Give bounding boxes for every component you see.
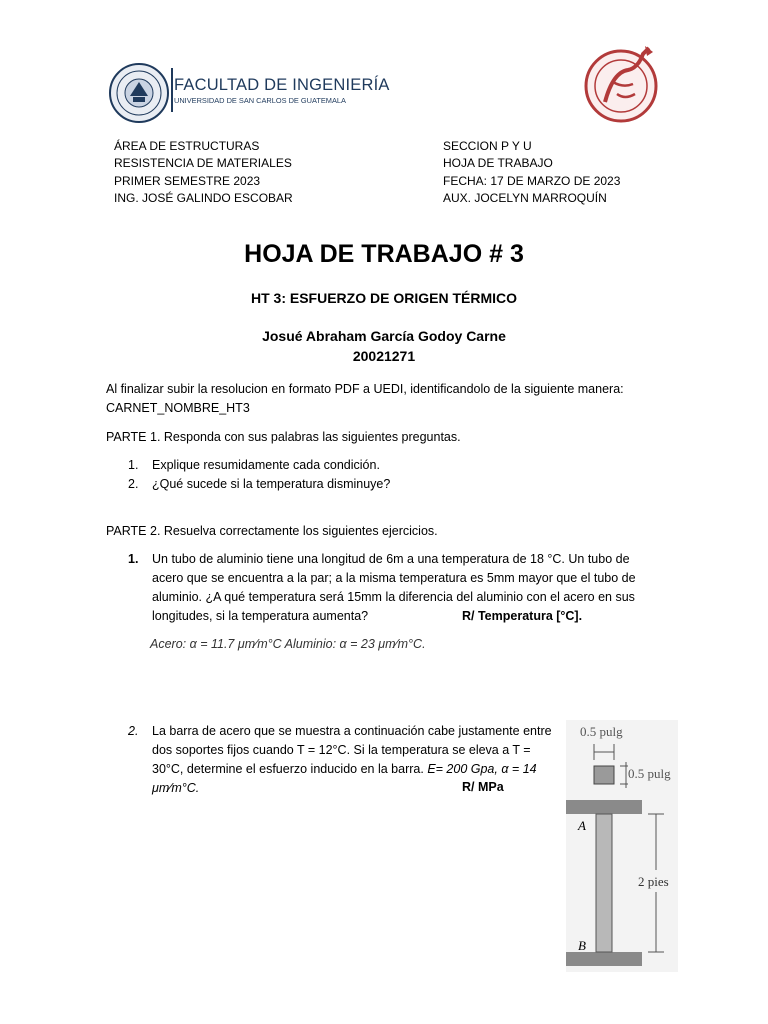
bar-figure (566, 720, 678, 972)
question-number: 2. (128, 477, 139, 491)
exercise-2-properties: E= 200 Gpa, α = 14 μm⁄m°C. (152, 762, 537, 795)
parte1-question-list (128, 456, 390, 494)
exercise-number: 1. (128, 552, 139, 566)
figure-width-label: 0.5 pulg (580, 724, 623, 739)
parte1-heading: PARTE 1. Responda con sus palabras las siguientes preguntas. (106, 430, 461, 444)
exercise-2-text: La barra de acero que se muestra a continuación cabe justamente entre dos soportes fijos cuando T = 12°C. Si la temperatura se eleva a T = 30°C, determine el esfuerzo inducido en la barra. (152, 724, 552, 776)
course-label: RESISTENCIA DE MATERIALES (114, 156, 292, 171)
course-info-left (114, 138, 293, 207)
figure-length-label: 2 pies (638, 874, 669, 889)
steel-bar (596, 814, 612, 952)
author-carne: 20021271 (352, 348, 416, 364)
section-label: SECCION P Y U (443, 139, 532, 153)
faculty-name: FACULTAD DE INGENIERÍA (174, 76, 390, 94)
question-number: 1. (128, 458, 139, 472)
list-item (128, 475, 390, 494)
semester-label: PRIMER SEMESTRE 2023 (114, 173, 261, 188)
date-label: FECHA: 17 DE MARZO DE 2023 (443, 173, 621, 188)
area-label: ÁREA DE ESTRUCTURAS (114, 139, 260, 153)
engineering-seal-logo (583, 42, 663, 127)
bottom-support (566, 952, 642, 966)
question-text: Explique resumidamente cada condición. (152, 458, 380, 472)
author-block (0, 326, 768, 366)
doc-type-label: HOJA DE TRABAJO (443, 156, 553, 171)
figure-height-label: 0.5 pulg (628, 766, 671, 781)
top-support (566, 800, 642, 814)
question-text: ¿Qué sucede si la temperatura disminuye? (152, 477, 391, 491)
page-subtitle: HT 3: ESFUERZO DE ORIGEN TÉRMICO (250, 290, 517, 306)
header-divider (171, 68, 173, 112)
exercise-1-text: Un tubo de aluminio tiene una longitud de 6m a una temperatura de 18 °C. Un tubo de acero que se encuentra a la par; a la misma temperatura es 5mm mayor que el tubo de aluminio. ¿A qué temperatura será 15mm la diferencia del aluminio con el acero en sus longitudes, si la temperatura aumenta? (152, 552, 636, 623)
author-name: Josué Abraham García Godoy Carne (262, 328, 506, 344)
assistant-label: AUX. JOCELYN MARROQUÍN (443, 190, 607, 205)
point-a-label: A (578, 818, 586, 833)
course-info-right (443, 138, 620, 207)
exercise-1-properties: Acero: α = 11.7 μm⁄m°C Aluminio: α = 23 μm⁄m°C. (150, 637, 426, 651)
parte2-heading: PARTE 2. Resuelva correctamente los siguientes ejercicios. (106, 524, 438, 538)
professor-label: ING. JOSÉ GALINDO ESCOBAR (114, 190, 293, 205)
faculty-header (174, 76, 390, 105)
page-title: HOJA DE TRABAJO # 3 (244, 240, 524, 268)
exercise-2-answer: R/ MPa (462, 780, 504, 794)
list-item (128, 456, 390, 475)
cross-section-square (594, 766, 614, 784)
instructions-text: Al finalizar subir la resolucion en formato PDF a UEDI, identificandolo de la siguiente manera: CARNET_NOMBRE_HT3 (106, 382, 624, 415)
university-name: UNIVERSIDAD DE SAN CARLOS DE GUATEMALA (174, 96, 346, 105)
point-b-label: B (578, 938, 586, 953)
university-seal-logo (108, 62, 170, 124)
exercise-number: 2. (128, 724, 139, 738)
exercise-1-answer: R/ Temperatura [°C]. (462, 609, 583, 623)
